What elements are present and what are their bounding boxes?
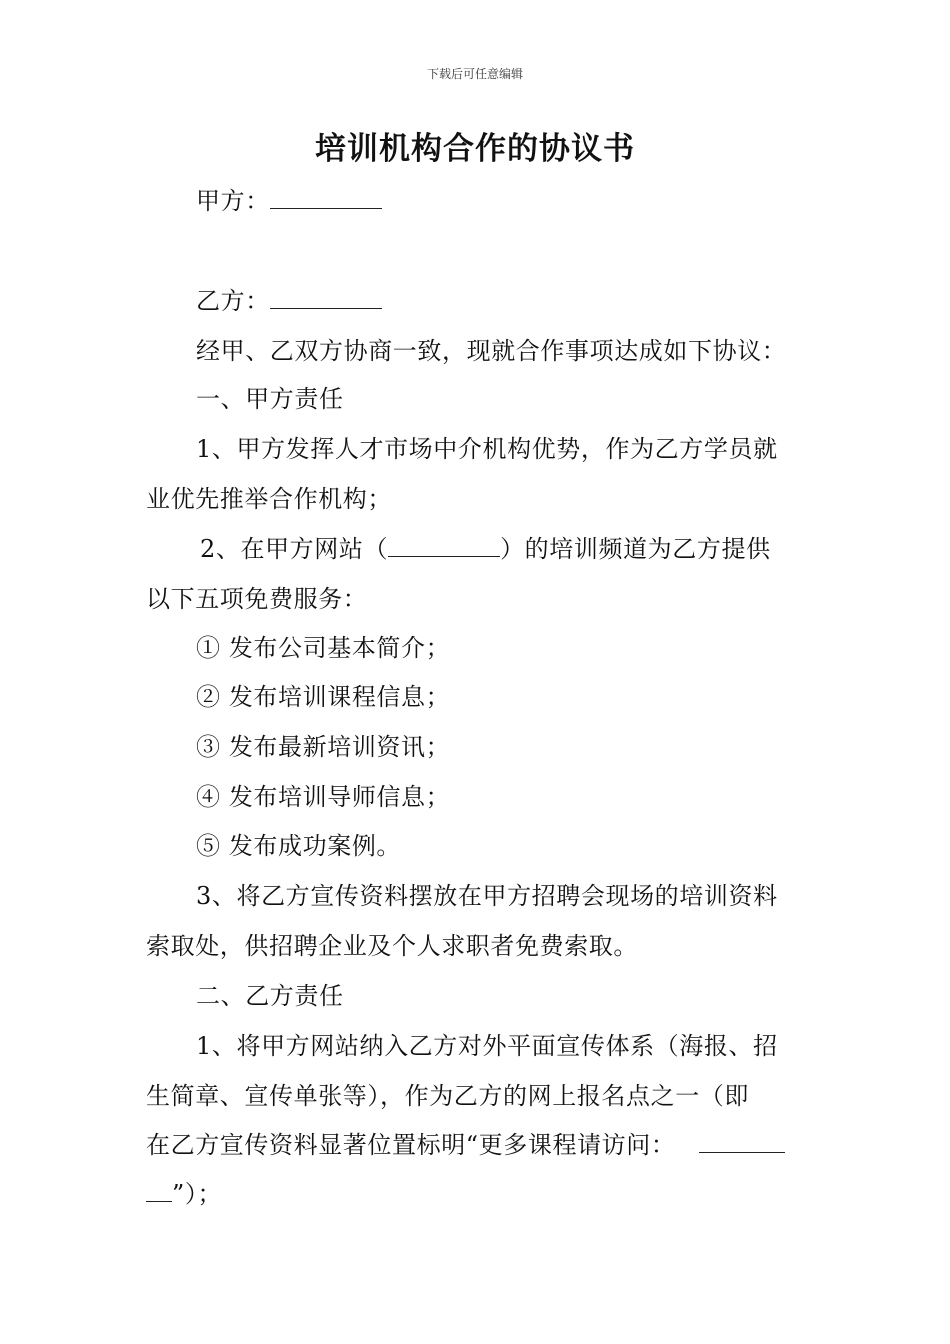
service-item-3: ③ 发布最新培训资讯；	[196, 733, 451, 761]
service-item-1: ① 发布公司基本简介；	[196, 634, 451, 662]
section1-item2-line2: 以下五项免费服务：	[146, 585, 368, 613]
section1-item1-line1: 1、甲方发挥人才市场中介机构优势，作为乙方学员就	[196, 435, 778, 463]
section1-item1-line2: 业优先推举合作机构；	[146, 485, 392, 513]
section1-item2-suffix: ）的培训频道为乙方提供	[500, 535, 771, 563]
intro-paragraph: 经甲、乙双方协商一致，现就合作事项达成如下协议：	[196, 337, 787, 365]
url-blank-part1	[699, 1130, 785, 1153]
section1-item2-line1	[200, 533, 771, 565]
section2-item1-line2: 生简章、宣传单张等），作为乙方的网上报名点之一（即	[146, 1082, 749, 1110]
party-b-label: 乙方：	[196, 287, 270, 315]
party-a-line	[196, 185, 382, 217]
service-item-2: ② 发布培训课程信息；	[196, 683, 451, 711]
service-item-4: ④ 发布培训导师信息；	[196, 783, 451, 811]
section2-item1-line3-text: 在乙方宣传资料显著位置标明“更多课程请访问：	[146, 1131, 676, 1159]
section1-item3-line2: 索取处，供招聘企业及个人求职者免费索取。	[146, 932, 638, 960]
section2-heading: 二、乙方责任	[196, 982, 344, 1010]
url-blank-part2	[146, 1179, 172, 1202]
party-b-line	[196, 285, 382, 317]
section2-item1-line3	[146, 1129, 785, 1161]
section2-item1-line1: 1、将甲方网站纳入乙方对外平面宣传体系（海报、招	[196, 1032, 778, 1060]
party-b-blank	[270, 286, 382, 309]
service-item-5: ⑤ 发布成功案例。	[196, 832, 402, 860]
page-header-note: 下载后可任意编辑	[426, 67, 523, 81]
section1-item3-line1: 3、将乙方宣传资料摆放在甲方招聘会现场的培训资料	[196, 882, 778, 910]
section1-item2-prefix: 2、在甲方网站（	[200, 535, 389, 563]
website-blank	[388, 534, 500, 557]
party-a-blank	[270, 186, 382, 209]
section2-item1-line4	[146, 1178, 222, 1210]
section2-item1-line4-suffix: ”）；	[172, 1180, 223, 1208]
section1-heading: 一、甲方责任	[196, 385, 344, 413]
party-a-label: 甲方：	[196, 187, 270, 215]
document-title: 培训机构合作的协议书	[315, 131, 635, 167]
